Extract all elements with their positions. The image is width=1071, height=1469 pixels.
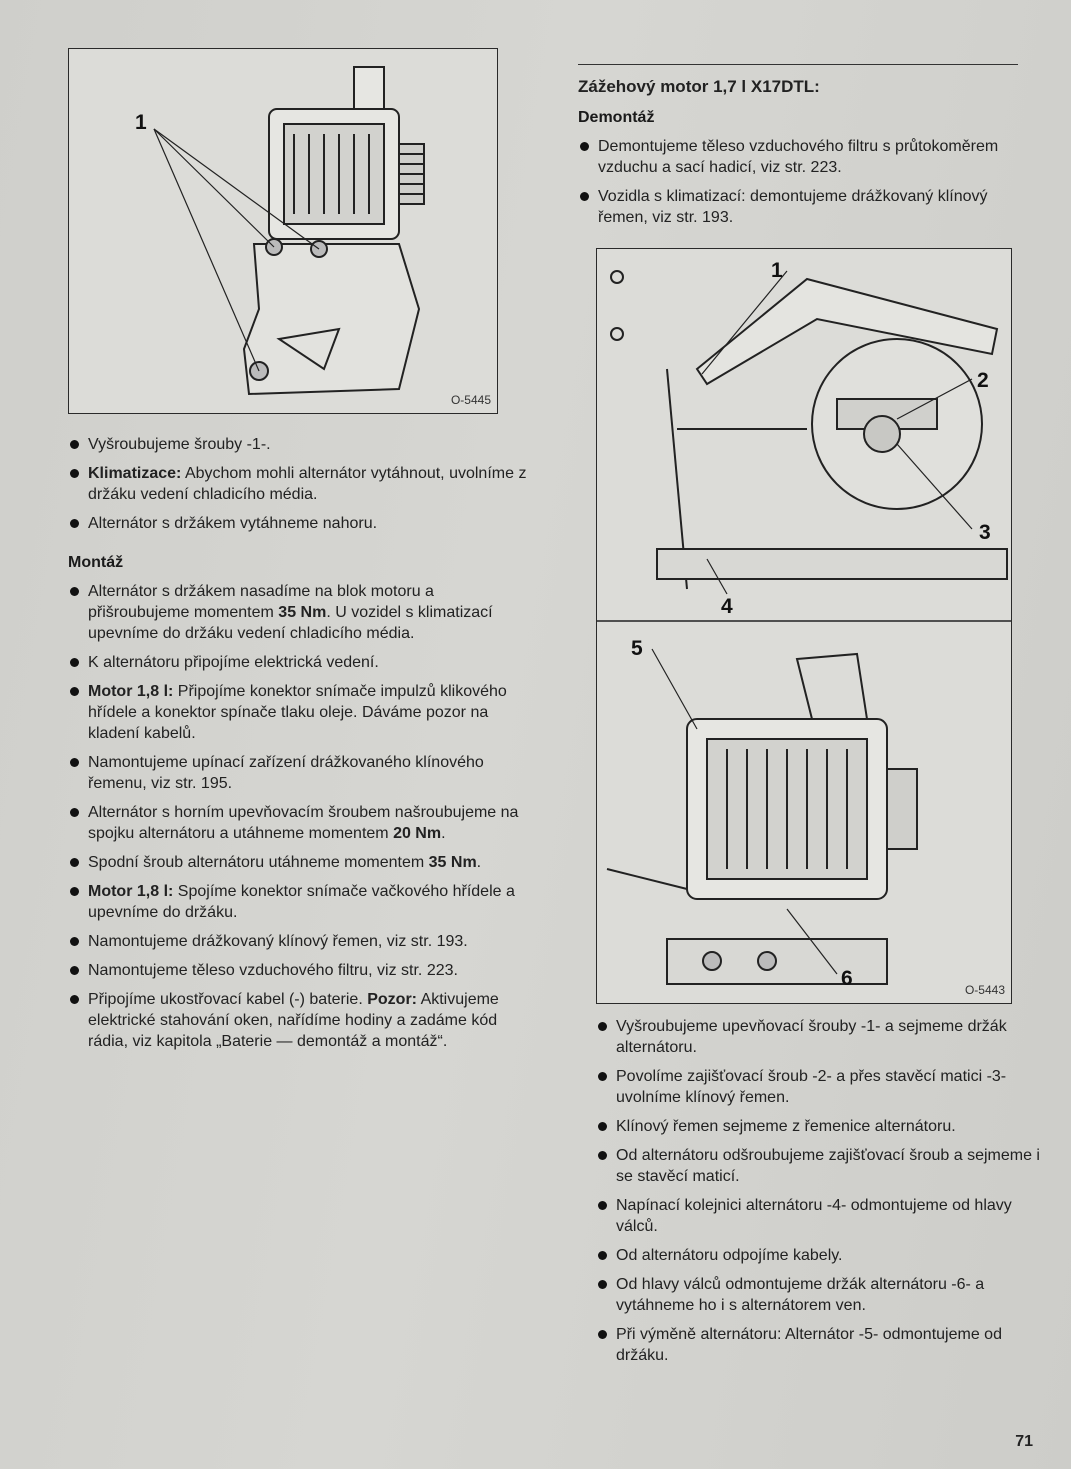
list-item: Vyšroubujeme upevňovací šrouby -1- a sejmeme držák alternátoru. <box>596 1016 1044 1058</box>
figure-code-left: O-5445 <box>450 393 491 407</box>
list-item: Namontujeme těleso vzduchového filtru, viz str. 223. <box>68 960 538 981</box>
list-item: Vozidla s klimatizací: demontujeme drážkovaný klínový řemen, viz str. 193. <box>578 186 1028 228</box>
list-item: Připojíme ukostřovací kabel (-) baterie. Pozor: Aktivujeme elektrické stahování oken, nařídíme hodiny a zadáme kód rádia, viz kapitola „Baterie — demontáž a montáž“. <box>68 989 538 1052</box>
list-item: Spodní šroub alternátoru utáhneme momentem 35 Nm. <box>68 852 538 873</box>
callout-4: 4 <box>721 595 733 618</box>
removal-list-left <box>68 434 538 534</box>
list-item: Od alternátoru odpojíme kabely. <box>596 1245 1044 1266</box>
list-item: Od hlavy válců odmontujeme držák alternátoru -6- a vytáhneme ho i s alternátorem ven. <box>596 1274 1044 1316</box>
list-item: Klínový řemen sejmeme z řemenice alternátoru. <box>596 1116 1044 1137</box>
list-item: Při výměně alternátoru: Alternátor -5- odmontujeme od držáku. <box>596 1324 1044 1366</box>
page-number: 71 <box>1015 1433 1033 1450</box>
removal-heading: Demontáž <box>578 109 655 126</box>
right-column-top <box>578 76 1028 236</box>
callout-5: 5 <box>631 637 643 660</box>
removal-list-right-bottom <box>596 1016 1044 1366</box>
alternator-figure-right <box>596 248 1012 1004</box>
removal-list-right-top <box>578 136 1028 228</box>
alternator-drawing-left <box>69 49 497 413</box>
callout-2: 2 <box>977 369 989 392</box>
list-item: Namontujeme drážkovaný klínový řemen, viz str. 193. <box>68 931 538 952</box>
callout-6: 6 <box>841 967 853 990</box>
list-item: Napínací kolejnici alternátoru -4- odmontujeme od hlavy válců. <box>596 1195 1044 1237</box>
figure-code-right: O-5443 <box>964 983 1005 997</box>
list-item: Alternátor s držákem nasadíme na blok motoru a přišroubujeme momentem 35 Nm. U vozidel s klimatizací upevníme do držáku vedení chladicího média. <box>68 581 538 644</box>
list-item: Povolíme zajišťovací šroub -2- a přes stavěcí matici -3- uvolníme klínový řemen. <box>596 1066 1044 1108</box>
list-item: Alternátor s držákem vytáhneme nahoru. <box>68 513 538 534</box>
callout-1-left: 1 <box>135 111 147 134</box>
list-item: Klimatizace: Abychom mohli alternátor vytáhnout, uvolníme z držáku vedení chladicího média. <box>68 463 538 505</box>
mount-list <box>68 581 538 1052</box>
alternator-drawing-right <box>597 249 1011 1003</box>
list-item: Motor 1,8 l: Spojíme konektor snímače vačkového hřídele a upevníme do držáku. <box>68 881 538 923</box>
mount-heading: Montáž <box>68 554 124 571</box>
callout-3: 3 <box>979 521 991 544</box>
list-item: Alternátor s horním upevňovacím šroubem našroubujeme na spojku alternátoru a utáhneme momentem 20 Nm. <box>68 802 538 844</box>
alternator-figure-left <box>68 48 498 414</box>
list-item: K alternátoru připojíme elektrická vedení. <box>68 652 538 673</box>
list-item: Namontujeme upínací zařízení drážkovaného klínového řemenu, viz str. 195. <box>68 752 538 794</box>
section-title: Zážehový motor 1,7 l X17DTL: <box>578 77 820 96</box>
section-rule <box>578 64 1018 65</box>
callout-1-right: 1 <box>771 259 783 282</box>
left-column <box>68 434 538 1060</box>
list-item: Demontujeme těleso vzduchového filtru s průtokoměrem vzduchu a sací hadicí, viz str. 223. <box>578 136 1028 178</box>
list-item: Od alternátoru odšroubujeme zajišťovací šroub a sejmeme i se stavěcí maticí. <box>596 1145 1044 1187</box>
right-column-bottom <box>596 1016 1044 1374</box>
list-item: Vyšroubujeme šrouby -1-. <box>68 434 538 455</box>
list-item: Motor 1,8 l: Připojíme konektor snímače impulzů klikového hřídele a konektor spínače tlaku oleje. Dáváme pozor na kladení kabelů. <box>68 681 538 744</box>
